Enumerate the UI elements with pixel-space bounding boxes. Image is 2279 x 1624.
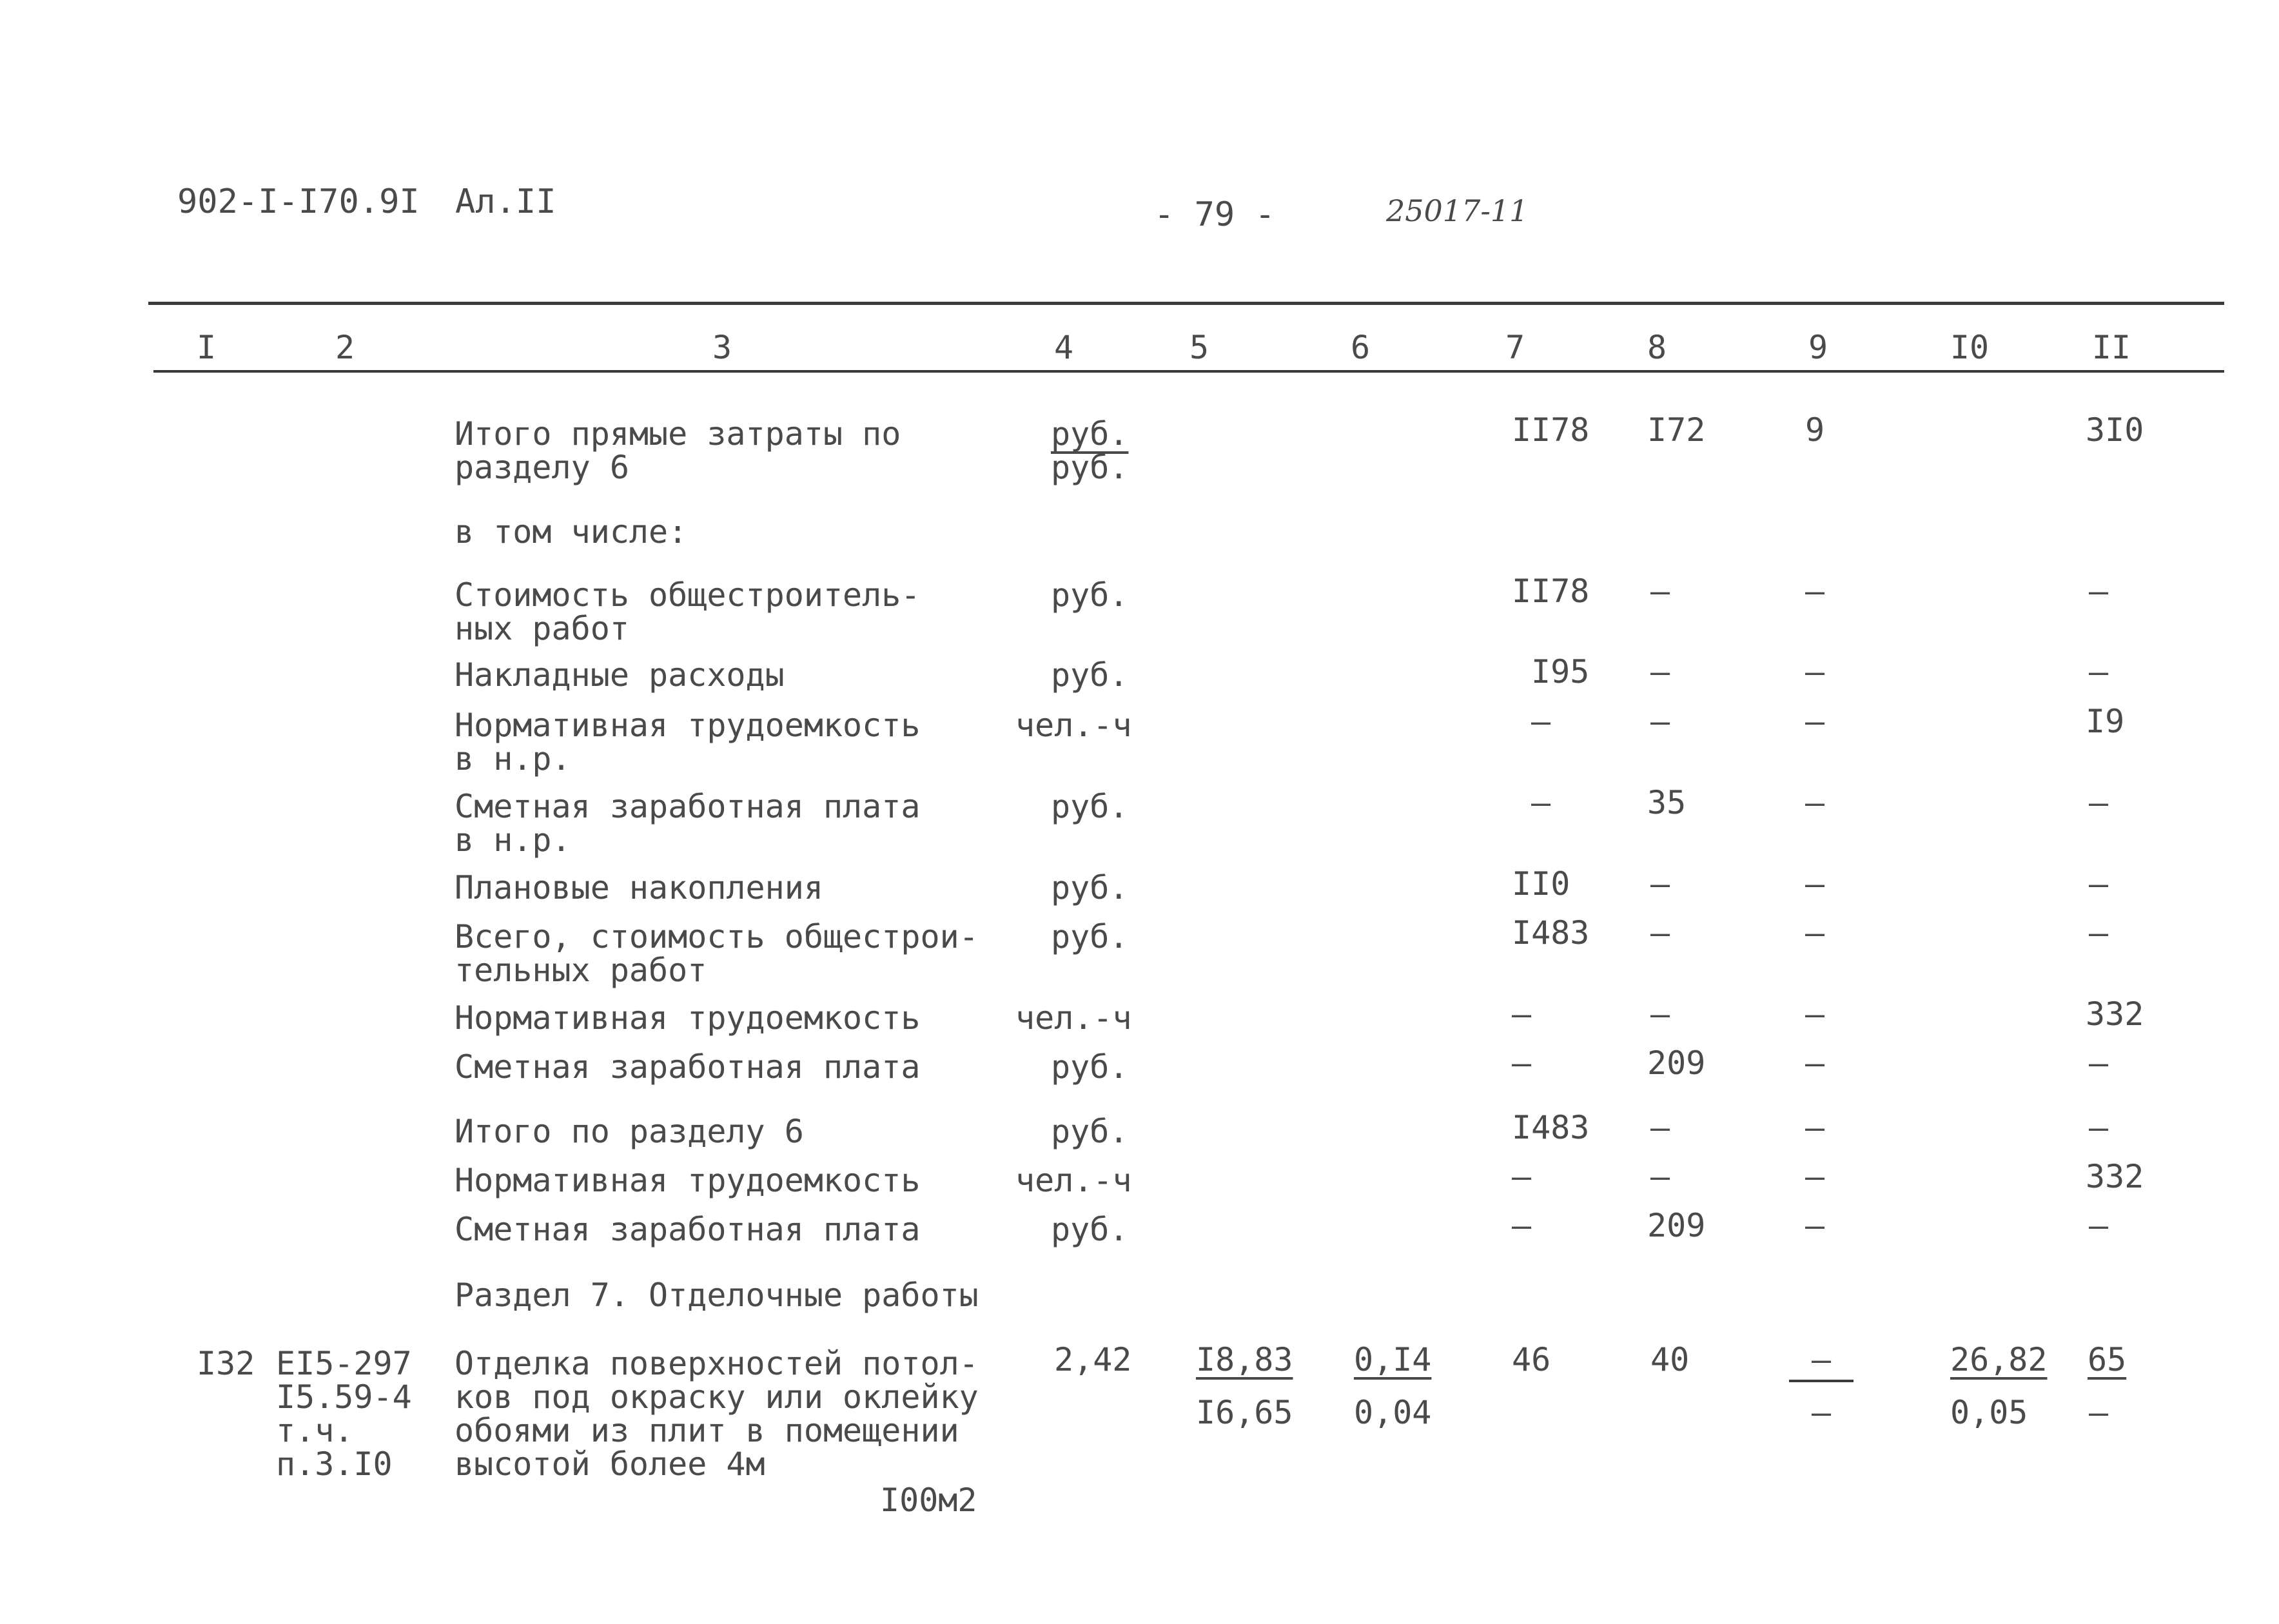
item-col11-bottom: – (2089, 1394, 2109, 1431)
item-unit-measure: I00м2 (880, 1482, 977, 1519)
item-code: п.3.I0 (276, 1445, 393, 1483)
cell-col9: – (1805, 1109, 1825, 1146)
cell-col8: 35 (1647, 784, 1687, 821)
row-description: ных работ (455, 610, 629, 647)
row-unit: чел.-ч (1015, 707, 1132, 744)
cell-col7: II78 (1512, 411, 1590, 449)
row-description: Стоимость общестроитель- (455, 576, 921, 614)
row-unit: руб. (1051, 869, 1129, 906)
cell-col8: – (1650, 653, 1670, 690)
column-header: 5 (1189, 329, 1209, 366)
column-header: 4 (1053, 329, 1074, 366)
row-description: Итого по разделу 6 (455, 1113, 804, 1150)
cell-col11: – (2089, 653, 2109, 690)
row-unit: чел.-ч (1015, 1162, 1132, 1199)
row-description: Сметная заработная плата (455, 1048, 921, 1086)
item-col10-bottom: 0,05 (1950, 1394, 2028, 1431)
cell-col7: – (1512, 995, 1532, 1033)
row-description: Итого прямые затраты по (455, 415, 901, 453)
cell-col11: – (2089, 1044, 2109, 1082)
cell-col8: – (1650, 1109, 1670, 1146)
column-header: I (196, 329, 217, 366)
cell-col8: 209 (1647, 1044, 1706, 1082)
cell-col7: II78 (1512, 572, 1590, 610)
row-unit: руб. (1051, 415, 1129, 453)
cell-col7: I483 (1512, 1109, 1590, 1146)
page-number: - 79 - (1154, 195, 1275, 234)
row-description: в н.р. (455, 740, 571, 778)
item-col5-top: I8,83 (1196, 1341, 1293, 1378)
cell-col9: – (1805, 865, 1825, 903)
cell-col8: – (1650, 1158, 1670, 1195)
item-description: ков под окраску или оклейку (455, 1378, 979, 1416)
cell-col9: – (1805, 1207, 1825, 1244)
row-description: Сметная заработная плата (455, 1211, 921, 1248)
header-rule (153, 370, 2224, 373)
row-description: Плановые накопления (455, 869, 823, 906)
cell-col7: I483 (1512, 914, 1590, 952)
row-description: в н.р. (455, 821, 571, 859)
cell-col9: – (1805, 653, 1825, 690)
item-col10-top: 26,82 (1950, 1341, 2048, 1378)
row-unit: руб. (1051, 656, 1129, 694)
cell-col9: – (1805, 572, 1825, 610)
item-col11-top: 65 (2088, 1341, 2127, 1378)
cell-col11: – (2089, 1109, 2109, 1146)
row-unit: руб. (1051, 1211, 1129, 1248)
row-unit: руб. (1051, 576, 1129, 614)
cell-col11: – (2089, 572, 2109, 610)
column-header: 3 (712, 329, 732, 366)
cell-col8: – (1650, 572, 1670, 610)
row-description: Сметная заработная плата (455, 788, 921, 825)
item-description: обоями из плит в помещении (455, 1412, 959, 1449)
column-header: 9 (1808, 329, 1828, 366)
row-description: Нормативная трудоемкость (455, 1162, 921, 1199)
cell-col9: – (1805, 784, 1825, 821)
row-unit: руб. (1051, 1113, 1129, 1150)
cell-col11: – (2089, 865, 2109, 903)
cell-col9: – (1805, 1158, 1825, 1195)
column-header: 2 (335, 329, 355, 366)
row-unit: руб. (1051, 918, 1129, 955)
cell-col7: – (1531, 784, 1551, 821)
cell-col11: 332 (2086, 995, 2144, 1033)
column-header: II (2091, 329, 2131, 366)
column-header: 6 (1350, 329, 1371, 366)
cell-col9: – (1805, 703, 1825, 740)
row-unit: руб. (1051, 449, 1129, 486)
column-header: 8 (1647, 329, 1667, 366)
handwritten-note: 25017-11 (1386, 193, 1529, 228)
cell-col8: – (1650, 865, 1670, 903)
item-col7: 46 (1512, 1341, 1551, 1378)
cell-col9: – (1805, 1044, 1825, 1082)
cell-col7: – (1531, 703, 1551, 740)
cell-col9: – (1805, 914, 1825, 952)
cell-col7: – (1512, 1158, 1532, 1195)
item-col9-underline (1789, 1380, 1854, 1382)
item-code: т.ч. (276, 1412, 354, 1449)
column-header: 7 (1505, 329, 1525, 366)
row-subheading: в том числе: (455, 513, 688, 551)
item-col8: 40 (1650, 1341, 1690, 1378)
row-description: Всего, стоимость общестрои- (455, 918, 979, 955)
cell-col11: I9 (2086, 703, 2125, 740)
cell-col9: – (1805, 995, 1825, 1033)
row-unit: чел.-ч (1015, 999, 1132, 1037)
item-col6-bottom: 0,04 (1354, 1394, 1432, 1431)
row-unit: руб. (1051, 1048, 1129, 1086)
cell-col11: 332 (2086, 1158, 2144, 1195)
row-description: разделу 6 (455, 449, 629, 486)
cell-col7: – (1512, 1044, 1532, 1082)
cell-col7: I95 (1531, 653, 1590, 690)
album-number: Ал.II (455, 182, 556, 221)
row-description: Нормативная трудоемкость (455, 707, 921, 744)
item-code: EI5-297 (276, 1345, 412, 1382)
cell-col11: – (2089, 784, 2109, 821)
cell-col8: – (1650, 995, 1670, 1033)
row-description: Накладные расходы (455, 656, 785, 694)
row-unit: руб. (1051, 788, 1129, 825)
cell-col11: – (2089, 1207, 2109, 1244)
item-col6-top: 0,I4 (1354, 1341, 1432, 1378)
cell-col9: 9 (1805, 411, 1825, 449)
cell-col8: – (1650, 914, 1670, 952)
document-code: 902-I-I70.9I (177, 182, 420, 221)
cell-col7: II0 (1512, 865, 1570, 903)
item-col9-bottom: – (1811, 1394, 1832, 1431)
top-rule (148, 302, 2224, 305)
item-col5-bottom: I6,65 (1196, 1394, 1293, 1431)
cell-col8: 209 (1647, 1207, 1706, 1244)
item-code: I5.59-4 (276, 1378, 412, 1416)
item-description: Отделка поверхностей потол- (455, 1345, 979, 1382)
item-description: высотой более 4м (455, 1445, 765, 1483)
item-quantity: 2,42 (1054, 1341, 1132, 1378)
cell-col7: – (1512, 1207, 1532, 1244)
section-heading: Раздел 7. Отделочные работы (455, 1277, 979, 1314)
cell-col11: 3I0 (2086, 411, 2144, 449)
cell-col11: – (2089, 914, 2109, 952)
cell-col8: – (1650, 703, 1670, 740)
item-number: I32 (197, 1345, 255, 1382)
row-description: Нормативная трудоемкость (455, 999, 921, 1037)
column-header: I0 (1950, 329, 1990, 366)
item-col9-top: – (1811, 1341, 1832, 1378)
row-description: тельных работ (455, 952, 707, 989)
cell-col8: I72 (1647, 411, 1706, 449)
